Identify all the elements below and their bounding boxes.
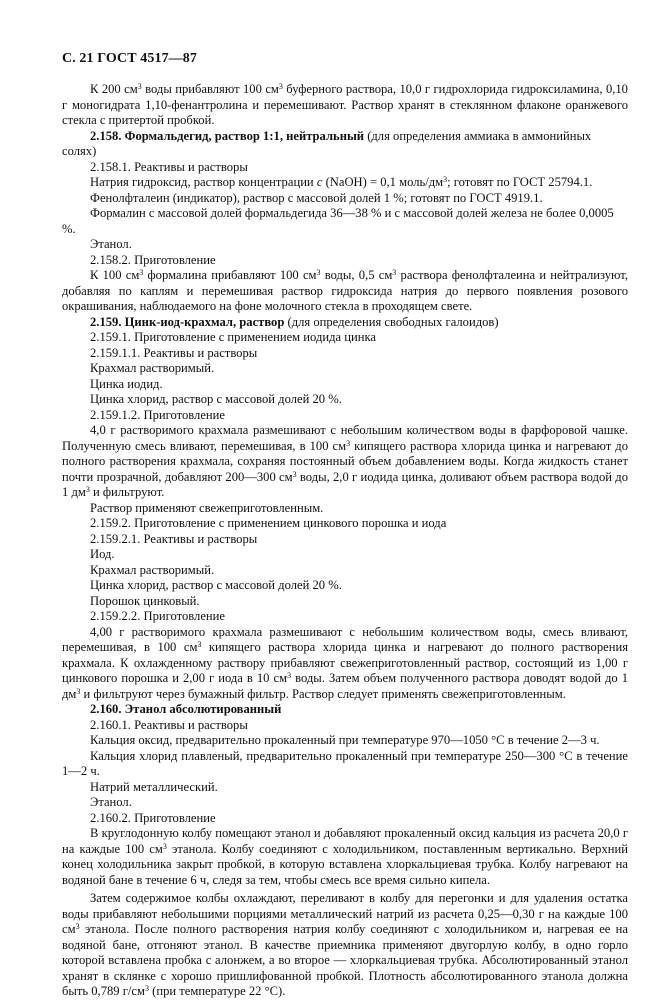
text-line: Цинка хлорид, раствор с массовой долей 20 %. (90, 578, 342, 592)
text-line: Крахмал растворимый. (90, 562, 215, 577)
text-line: Фенолфталеин (индикатор), раствор с массовой долей 1 %; готовят по ГОСТ 4919.1. (90, 190, 543, 205)
text-line: 2.160.2. Приготовление (90, 810, 216, 825)
paragraph: Затем содержимое колбы охлаждают, переливают в колбу для перегонки и для удаления остатка воды прибавляют небольшими порциями металлический натрий из расчета 0,25—0,30 г на каждые 100 $см^3$ этанола. После полного растворения натрия колбу соединяют с холодильником и, нагревая ее на водяной бане, отгоняют этанол. В качестве приемника применяют двугорлую колбу, в одно горло которой вставлена пробка с алонжем, а во второе — хлоркальциевая трубка. Абсолютированный этанол хранят в склянке с хорошо пришлифованной пробкой. Плотность абсолютированного этанола должна быть 0,789 $г/см^3$ (при температуре 22 °С). (62, 891, 628, 998)
section-heading (62, 129, 628, 160)
text-line: Цинка хлорид, раствор с массовой долей 20 %. (90, 392, 342, 406)
document-body (62, 82, 628, 1000)
text-line: Этанол. (90, 237, 132, 251)
text-line: 2.160.1. Реактивы и растворы (90, 717, 248, 732)
section-heading-title: 2.158. Формальдегид, раствор 1:1, нейтральный (90, 128, 365, 143)
section-heading-note: (для определения аммиака в аммонийных солях) (62, 128, 592, 158)
paragraph: 4,0 г растворимого крахмала размешивают с небольшим количеством воды в фарфоровой чашке. Полученную смесь вливают, перемешивая, в 100 $см^3$ кипящего раствора хлорида цинка и нагревают до полного растворения крахмала, сохраняя постоянный объем добавлением воды. Когда жидкость станет почти прозрачной, добавляют 200—300 $см^3$ воды, 2,0 г иодида цинка, доливают объем раствора водой до 1 $дм^3$ и фильтруют. (62, 423, 628, 499)
text-line: Крахмал растворимый. (90, 361, 215, 375)
paragraph: В круглодонную колбу помещают этанол и добавляют прокаленный оксид кальция из расчета 20,0 г на каждые 100 $см^3$ этанола. Колбу соединяют с холодильником, поставленным вертикально. Верхний конец холодильника закрыт пробкой, в которую вставлена хлоркальциевая трубка. Колбу нагревают на водяной бане в течение 6 ч, следя за тем, чтобы смесь все время сильно кипела. (62, 826, 628, 887)
text-line: 2.159.2. Приготовление с применением цинкового порошка и иода (90, 516, 447, 530)
text-line: 2.159.1. Приготовление с применением иодида цинка (90, 330, 376, 344)
text-line: 2.159.1.1. Реактивы и растворы (90, 345, 258, 360)
text-line: Раствор применяют свежеприготовленным. (90, 500, 324, 515)
text-line: Натрий металлический. (90, 779, 218, 794)
text-line: Натрия гидроксид, раствор концентрации c (NaOH) = 0,1 моль/$дм^3$; готовят по ГОСТ 25794.1. (90, 175, 593, 189)
section-heading (62, 315, 628, 331)
text-line: Порошок цинковый. (90, 593, 200, 608)
section-heading-title: 2.160. Этанол абсолютированный (90, 702, 282, 716)
paragraph: 4,00 г растворимого крахмала размешивают с небольшим количеством воды, смесь вливают, перемешивая, в 100 $см^3$ кипящего раствора хлорида цинка и нагревают до полного растворения крахмала. К охлажденному раствору прибавляют свежеприготовленный раствор, состоящий из 1,00 г цинкового порошка и 2,00 г иода в 10 $см^3$ воды. Затем объем полученного раствора доводят водой до 1 $дм^3$ и фильтруют через бумажный фильтр. Раствор следует применять свежеприготовленным. (62, 624, 628, 701)
paragraph: К 100 $см^3$ формалина прибавляют 100 $см^3$ воды, 0,5 $см^3$ раствора фенолфталеина и нейтрализуют, добавляя по каплям и перемешивая раствор гидроксида натрия до первого появления розового окрашивания, наблюдаемого на фоне молочного стекла в проходящем свете. (62, 268, 629, 313)
paragraph: К 200 $см^3$ воды прибавляют 100 $см^3$ буферного раствора, 10,0 г гидрохлорида гидроксиламина, 0,10 г моногидрата 1,10-фенантролина и перемешивают. Раствор хранят в стеклянном флаконе оранжевого стекла с притертой пробкой. (62, 82, 628, 127)
section-heading-note: (для определения свободных галоидов) (284, 314, 499, 329)
text-line: Кальция оксид, предварительно прокаленный при температуре 970—1050 °С в течение 2—3 ч. (90, 733, 600, 747)
text-line: 2.159.2.2. Приготовление (90, 609, 225, 623)
section-heading (62, 702, 628, 718)
text-line: Формалин с массовой долей формальдегида 36—38 % и с массовой долей железа не более 0,0005 %. (62, 206, 614, 236)
text-line: 2.159.1.2. Приготовление (90, 407, 225, 422)
text-line: 2.158.1. Реактивы и растворы (90, 159, 248, 174)
text-line: 2.159.2.1. Реактивы и растворы (90, 531, 258, 546)
text-line: Этанол. (90, 795, 132, 809)
text-line: Иод. (90, 547, 115, 561)
text-line: 2.158.2. Приготовление (90, 252, 216, 267)
text-line: Цинка иодид. (90, 376, 163, 391)
running-head: С. 21 ГОСТ 4517—87 (62, 51, 197, 66)
paragraph: Кальция хлорид плавленый, предварительно прокаленный при температуре 250—300 °С в течение 1—2 ч. (62, 748, 628, 778)
document-page (62, 50, 628, 1000)
section-heading-title: 2.159. Цинк-иод-крахмал, раствор (90, 314, 285, 329)
